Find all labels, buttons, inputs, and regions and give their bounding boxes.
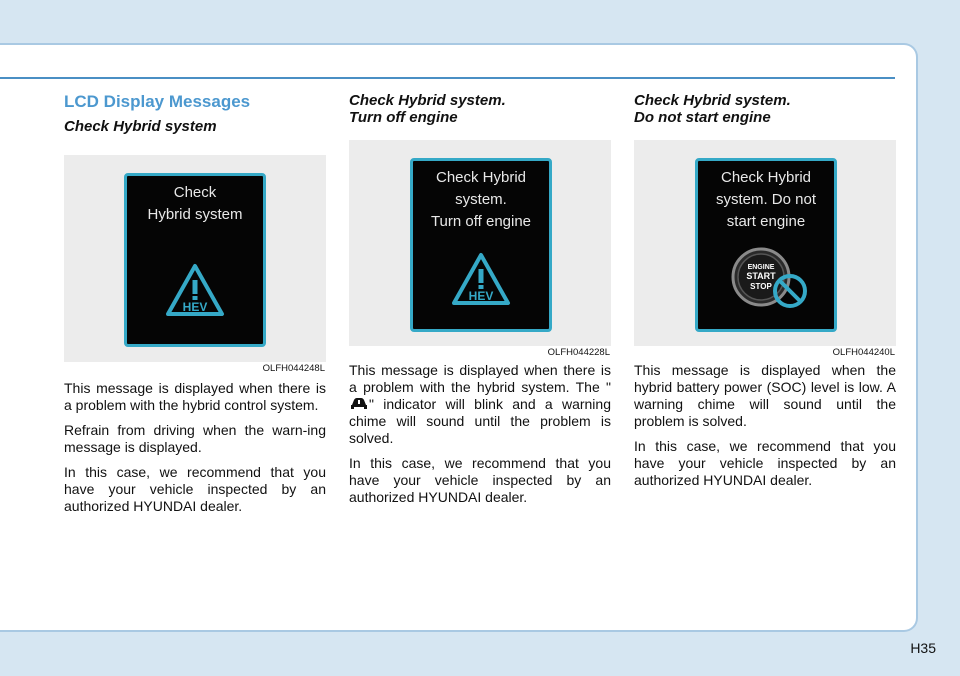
hev-warning-triangle-icon [450,251,512,307]
paragraph-part: " indicator will blink and a warning chime will sound until the problem is solved. [349,396,611,446]
button-label: STOP [750,282,772,291]
paragraph: Refrain from driving when the warn-ing message is displayed. [64,422,326,455]
subheading-line1: Check Hybrid system. [634,92,791,109]
hev-warning-triangle-icon [164,262,226,318]
figure-turn-off-engine [349,140,611,358]
paragraph: This message is displayed when there is a problem with the hybrid control system. [64,380,326,413]
column-turn-off-engine [349,92,611,514]
button-label: START [746,271,776,281]
lcd-screen [124,173,266,347]
car-warning-indicator-icon [349,397,369,411]
paragraph [349,362,611,447]
figure-check-hybrid-system [64,155,326,374]
subheading-line2: Do not start engine [634,109,771,126]
paragraph: In this case, we recommend that you have your vehicle inspected by an authorized HYUNDAI dealer. [349,455,611,505]
figure-id: OLFH044248L [262,363,325,374]
subheading-line1: Check Hybrid system. [349,92,506,109]
engine-start-stop-button-icon [730,247,812,309]
figure-do-not-start-engine [634,140,896,358]
lcd-message: Check Hybrid system [147,184,243,223]
lcd-message: Check Hybrid system. Turn off engine [430,169,532,230]
column-do-not-start-engine [634,92,896,497]
hev-badge-label: HEV [468,289,494,303]
paragraph: This message is displayed when the hybrid battery power (SOC) level is low. A warning chime will sound until the problem is solved. [634,362,896,429]
page-number: H35 [910,640,936,656]
section-title: LCD Display Messages [64,92,251,111]
lcd-message: Check Hybrid system. Do not start engine [715,169,817,230]
header-rule [0,77,895,79]
paragraph: In this case, we recommend that you have your vehicle inspected by an authorized HYUNDAI dealer. [634,438,896,488]
figure-id: OLFH044240L [832,347,895,358]
hev-badge-label: HEV [182,300,208,314]
lcd-screen [410,158,552,332]
subheading-check-hybrid-system: Check Hybrid system [64,118,217,135]
figure-id: OLFH044228L [547,347,610,358]
column-check-hybrid-system [64,92,326,523]
subheading-line2: Turn off engine [349,109,458,126]
lcd-screen [695,158,837,332]
paragraph: In this case, we recommend that you have your vehicle inspected by an authorized HYUNDAI dealer. [64,464,326,514]
button-label: ENGINE [747,264,775,271]
paragraph-part: This message is displayed when there is a problem with the hybrid system. The " [349,362,611,395]
